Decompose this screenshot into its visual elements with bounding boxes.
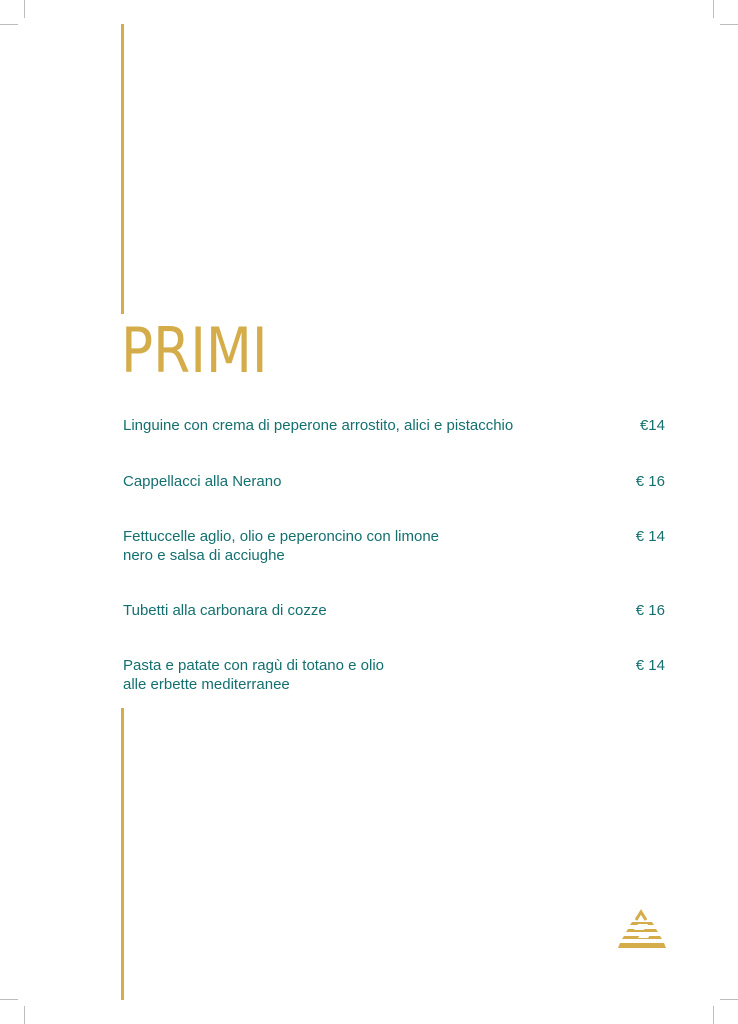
- menu-item: [123, 601, 665, 620]
- menu-item-name-line: Fettuccelle aglio, olio e peperoncino con limone: [123, 528, 440, 545]
- crop-mark-top-left-v: [24, 0, 25, 18]
- menu-item-name-line: Pasta e patate con ragù di totano e olio: [123, 657, 385, 674]
- menu-item-name: [123, 527, 593, 565]
- menu-item: [123, 472, 665, 491]
- crop-mark-top-right-v: [713, 0, 714, 18]
- crop-mark-bottom-left-h: [0, 999, 18, 1000]
- menu-item-price: € 16: [635, 473, 665, 490]
- menu-item-name-line: alle erbette mediterranee: [123, 676, 290, 693]
- crop-mark-bottom-right-h: [720, 999, 738, 1000]
- section-title: PRIMI: [121, 314, 268, 387]
- crop-mark-top-right-h: [720, 24, 738, 25]
- menu-item-price: € 16: [635, 602, 665, 619]
- gold-rule-bottom: [121, 708, 124, 1000]
- menu-item: [123, 656, 665, 694]
- menu-item-price: €14: [639, 417, 665, 434]
- menu-item-price: € 14: [635, 528, 665, 545]
- menu-item: [123, 416, 665, 435]
- menu-item-price: € 14: [635, 657, 665, 674]
- crop-mark-top-left-h: [0, 24, 18, 25]
- gold-rule-top: [121, 24, 124, 314]
- menu-item-name: Linguine con crema di peperone arrostito, alici e pistacchio: [123, 417, 514, 434]
- menu-item: [123, 527, 665, 565]
- menu-item-name-line: nero e salsa di acciughe: [123, 547, 285, 564]
- menu-item-name: Tubetti alla carbonara di cozze: [123, 602, 327, 619]
- menu-item-name: [123, 656, 593, 694]
- crop-mark-bottom-right-v: [713, 1006, 714, 1024]
- menu-item-name: Cappellacci alla Nerano: [123, 473, 282, 490]
- stacked-pyramid-logo-icon: [618, 908, 666, 952]
- crop-mark-bottom-left-v: [24, 1006, 25, 1024]
